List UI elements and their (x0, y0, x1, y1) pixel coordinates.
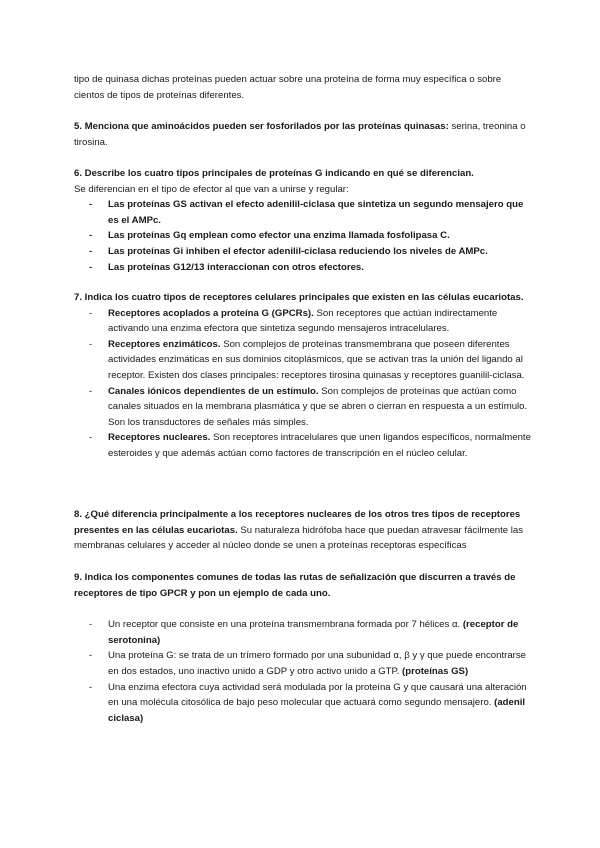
list-item: - Receptores enzimáticos. Son complejos de proteínas transmembrana que poseen diferentes actividades enzimáticas en sus dominios citoplásmicos, que se activan tras la unión del ligando al receptor. Existen dos clases principales: receptores tirosina quinasas y receptores guanilil-ciclasa. (74, 337, 532, 384)
list-item: - Receptores nucleares. Son receptores intracelulares que unen ligandos específicos, normalmente esteroides y que además actúan como factores de transcripción en el núcleo celular. (74, 430, 532, 461)
question-5-title: 5. Menciona que aminoácidos pueden ser fosforilados por las proteínas quinasas: (74, 121, 449, 132)
list-item: - Las proteínas GS activan el efecto adenilil-ciclasa que sintetiza un segundo mensajero que es el AMPc. (74, 197, 532, 228)
question-5 (74, 119, 532, 150)
list-item: - Las proteínas Gq emplean como efector una enzima llamada fosfolipasa C. (74, 228, 532, 244)
list-item: - Receptores acoplados a proteína G (GPCRs). Son receptores que actúan indirectamente activando una enzima efectora que sintetiza segundo mensajeros intracelulares. (74, 306, 532, 337)
list-item: - Un receptor que consiste en una proteína transmembrana formada por 7 hélices α. (receptor de serotonina) (74, 617, 532, 648)
question-7-list (74, 306, 532, 462)
question-5-answer: serina, treonina o tirosina. (74, 121, 526, 148)
list-item: - Las proteínas Gi inhiben el efector adenilil-ciclasa reduciendo los niveles de AMPc. (74, 244, 532, 260)
list-item: - Una proteína G: se trata de un trímero formado por una subunidad α, β y γ que puede encontrarse en dos estados, uno inactivo unido a GDP y otro activo unido a GTP. (proteínas GS) (74, 648, 532, 679)
question-9 (74, 570, 532, 726)
question-9-title: 9. Indica los componentes comunes de todas las rutas de señalización que discurren a través de receptores de tipo GPCR y pon un ejemplo de cada uno. (74, 572, 516, 599)
question-8-title: 8. ¿Qué diferencia principalmente a los receptores nucleares de los otros tres tipos de receptores presentes en las células eucariotas. (74, 509, 521, 536)
question-8-answer: Su naturaleza hidrófoba hace que puedan atravesar fácilmente las membranas celulares y acceder al núcleo donde se unen a proteínas receptoras específicas (74, 524, 524, 552)
question-8 (74, 507, 532, 554)
question-7-title: 7. Indica los cuatro tipos de receptores celulares principales que existen en las células eucariotas. (74, 292, 524, 303)
intro-paragraph: tipo de quinasa dichas proteínas pueden actuar sobre una proteína de forma muy específica o sobre cientos de tipos de proteínas diferentes. (74, 74, 502, 101)
list-item: - Una enzima efectora cuya actividad será modulada por la proteína G y que causará una alteración en una molécula citosólica de bajo peso molecular que actuará como segundo mensajero. (adenil ciclasa) (74, 680, 532, 727)
question-6 (74, 166, 532, 275)
list-item: - Las proteínas G12/13 interaccionan con otros efectores. (74, 260, 532, 276)
question-6-answer: Se diferencian en el tipo de efector al que van a unirse y regular: (74, 183, 349, 195)
question-9-list (74, 617, 532, 726)
list-item: - Canales iónicos dependientes de un estímulo. Son complejos de proteínas que actúan como canales situados en la membrana plasmática y que se abren o cierran en respuesta a un estímulo. Son los transductores de señales más simples. (74, 384, 532, 431)
question-6-title: 6. Describe los cuatro tipos principales de proteínas G indicando en qué se diferencian. (74, 168, 474, 179)
question-7 (74, 290, 532, 462)
question-6-list (74, 197, 532, 275)
